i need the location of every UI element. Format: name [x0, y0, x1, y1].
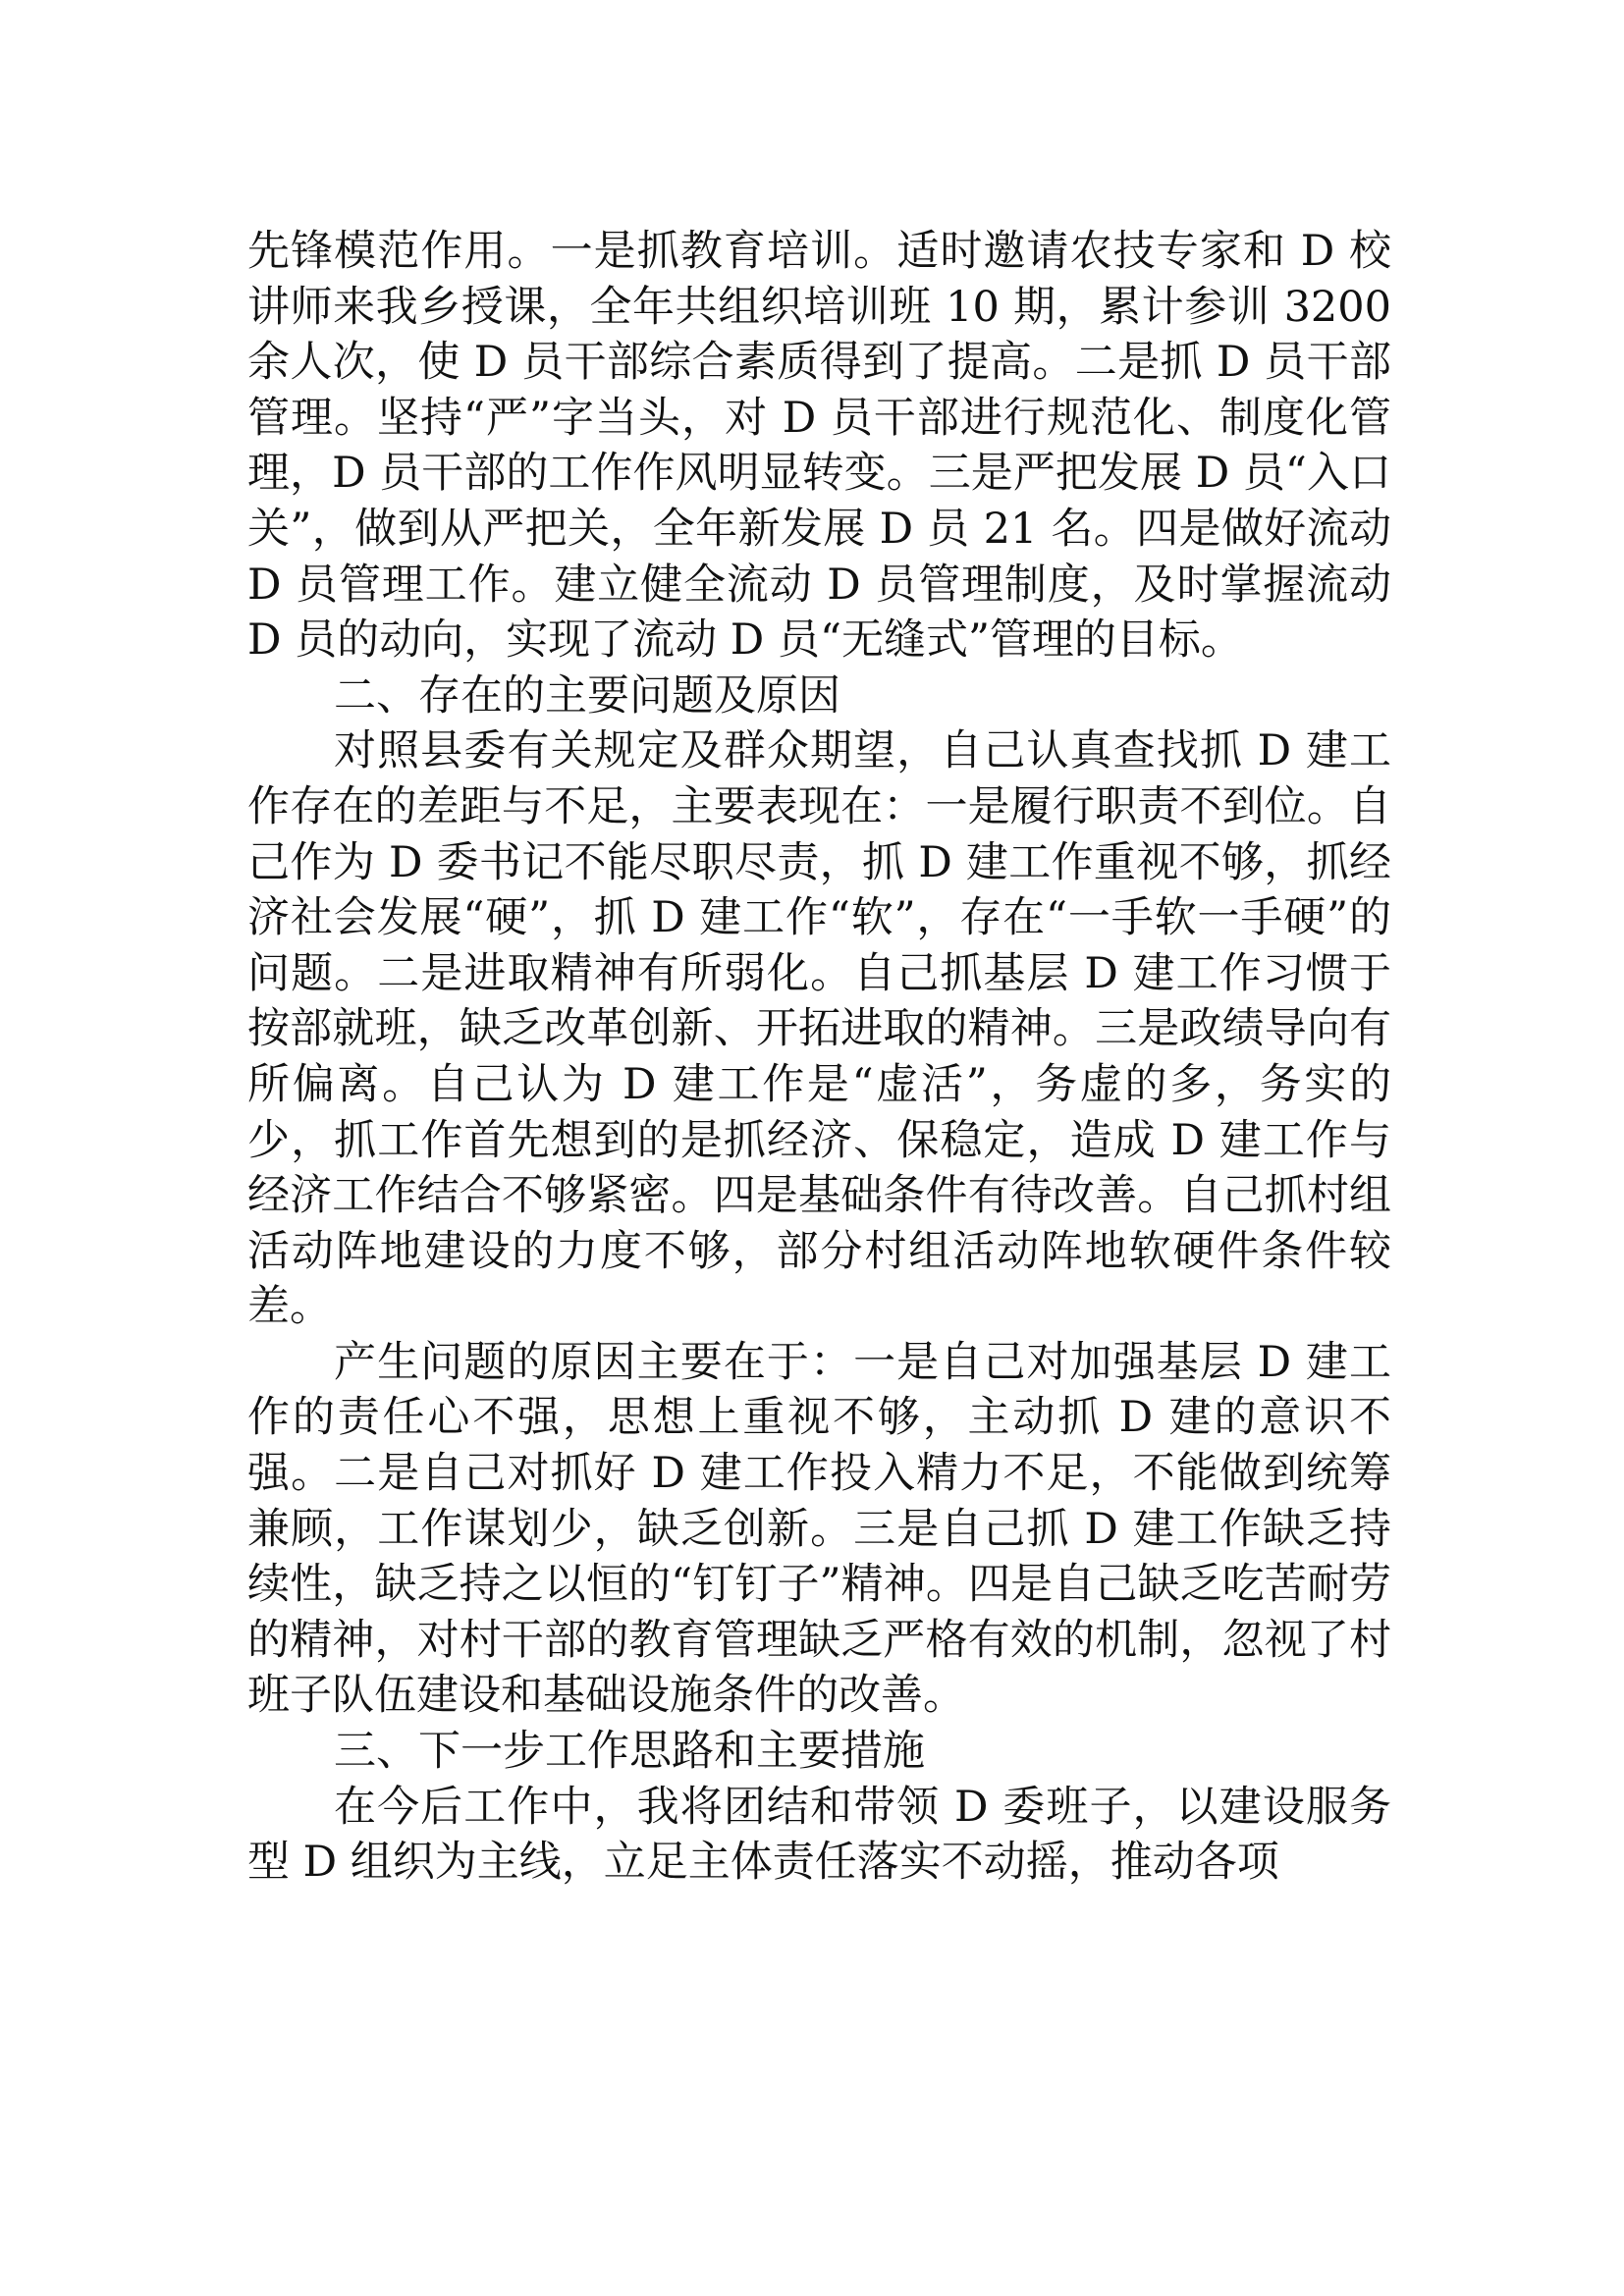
paragraph-shortcomings: 对照县委有关规定及群众期望，自己认真查找抓 D 建工作存在的差距与不足，主要表现在：一是履行职责不到位。自己作为 D 委书记不能尽职尽责，抓 D 建工作重视不够，抓经济社会发展“硬”，抓 D 建工作“软”，存在“一手软一手硬”的问题。二是进取精神有所弱化。自己抓基层 D 建工作习惯于按部就班，缺乏改革创新、开拓进取的精神。三是政绩导向有所偏离。自己认为 D 建工作是“虚活”，务虚的多，务实的少，抓工作首先想到的是抓经济、保稳定，造成 D 建工作与经济工作结合不够紧密。四是基础条件有待改善。自己抓村组活动阵地建设的力度不够，部分村组活动阵地软硬件条件较差。	[247, 726, 1391, 1332]
paragraph-causes: 产生问题的原因主要在于：一是自己对加强基层 D 建工作的责任心不强，思想上重视不够，主动抓 D 建的意识不强。二是自己对抓好 D 建工作投入精力不足，不能做到统筹兼顾，工作谋划少，缺乏创新。三是自己抓 D 建工作缺乏持续性，缺乏持之以恒的“钉钉子”精神。四是自己缺乏吃苦耐劳的精神，对村干部的教育管理缺乏严格有效的机制，忽视了村班子队伍建设和基础设施条件的改善。	[247, 1337, 1391, 1721]
document-page	[247, 224, 1391, 1891]
section-heading-problems: 二、存在的主要问题及原因	[334, 670, 840, 721]
paragraph-pioneer-role: 先锋模范作用。一是抓教育培训。适时邀请农技专家和 D 校讲师来我乡授课，全年共组织培训班 10 期，累计参训 3200 余人次，使 D 员干部综合素质得到了提高。二是抓 D 员干部管理。坚持“严”字当头，对 D 员干部进行规范化、制度化管理，D 员干部的工作作风明显转变。三是严把发展 D 员“入口关”，做到从严把关，全年新发展 D 员 21 名。四是做好流动 D 员管理工作。建立健全流动 D 员管理制度，及时掌握流动 D 员的动向，实现了流动 D 员“无缝式”管理的目标。	[247, 227, 1391, 666]
paragraph-future-work: 在今后工作中，我将团结和带领 D 委班子，以建设服务型 D 组织为主线，立足主体责任落实不动摇，推动各项	[247, 1782, 1391, 1888]
section-heading-next-steps: 三、下一步工作思路和主要措施	[334, 1727, 925, 1777]
